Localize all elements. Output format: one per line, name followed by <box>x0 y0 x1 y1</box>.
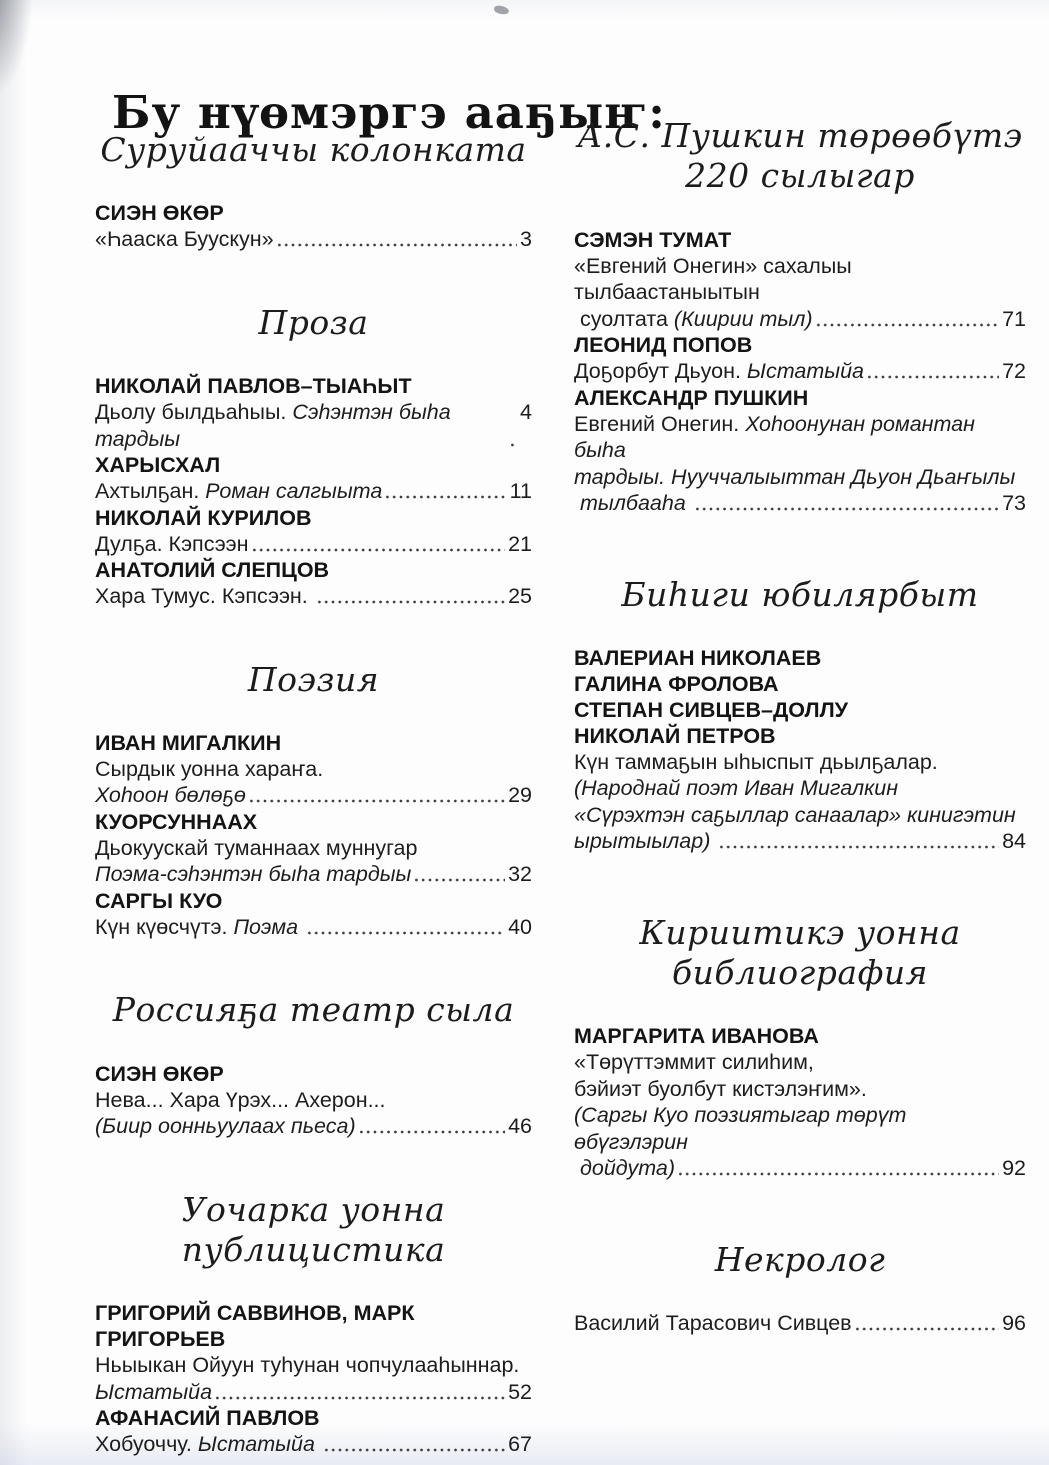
entry-text <box>580 490 692 517</box>
scan-speck <box>493 5 509 15</box>
toc-column-right <box>574 116 1026 1337</box>
author-name: КУОРСУННААХ <box>95 809 258 834</box>
entry-text <box>574 1103 912 1154</box>
entry-text <box>574 1310 852 1337</box>
toc-entry <box>95 452 532 505</box>
author-name: НИКОЛАЙ КУРИЛОВ <box>95 505 312 530</box>
entry-text-segment: Доҕорбут Дьуон. <box>574 359 747 383</box>
page-number: 29 <box>508 783 532 808</box>
toc-entry-line <box>95 1087 532 1114</box>
entry-text-segment: бэйиэт буолбут кистэлэҥим». <box>574 1076 867 1101</box>
author-name: ЛЕОНИД ПОПОВ <box>574 333 753 357</box>
entry-text-segment: Күн күөсчүтэ. <box>95 914 234 939</box>
toc-entry-line <box>95 1113 532 1140</box>
dot-leader <box>384 478 506 505</box>
toc-entry-line <box>95 835 532 862</box>
section-heading: Уочарка уонна публицистика <box>181 1189 446 1269</box>
toc-entry <box>95 373 532 452</box>
page-number: 4 <box>520 400 532 424</box>
author-name: ГРИГОРИЙ САВВИНОВ, МАРК ГРИГОРЬЕВ <box>95 1301 415 1351</box>
toc-section <box>574 913 1026 1182</box>
dot-leader <box>214 1379 505 1406</box>
entry-text-segment: «Һааска Буускун» <box>95 227 274 252</box>
dot-leader <box>509 399 517 452</box>
author-name: НИКОЛАЙ ПАВЛОВ–ТЫАҺЫТ <box>95 374 412 398</box>
section-heading: Суруйааччы колонката <box>100 130 527 169</box>
entry-text <box>574 1050 814 1074</box>
entry-text-segment: Хоһоонунан романтан быһа <box>574 411 981 462</box>
toc-entry-line <box>574 1155 1026 1182</box>
entry-text-segment: «Сүрэхтэн саҕыллар санаалар» кинигэтин <box>574 802 1016 827</box>
toc-entry-line <box>574 1049 1026 1076</box>
page-number: 96 <box>1002 1311 1026 1335</box>
dot-leader <box>248 782 505 809</box>
entry-text <box>95 836 417 860</box>
toc-entry-line <box>95 914 532 941</box>
entry-text-segment: Ыстатыйа <box>95 1379 213 1404</box>
entry-text-segment: Дьолу былдьаһыы. <box>95 400 293 424</box>
toc-entry-line <box>95 399 532 452</box>
toc-section <box>95 130 532 253</box>
toc-section <box>574 575 1026 855</box>
entry-text-segment: (Саргы Куо поэзиятыгар төрүт өбүгэлэрин <box>574 1103 913 1154</box>
page-title: Бу нүөмэргэ ааҕыҥ: <box>112 86 666 140</box>
page-number: 84 <box>1002 829 1026 854</box>
toc-entry-line <box>95 478 532 505</box>
page-number: 52 <box>508 1379 532 1404</box>
toc-entry <box>574 332 1026 385</box>
entry-text-segment: Хара Тумус. Кэпсээн. <box>95 584 314 608</box>
entry-text <box>574 750 938 774</box>
entry-text-segment: Күн таммаҕын ыһыспыт дьылҕалар. <box>574 749 938 774</box>
entry-text-segment: Поэма-сэһэнтэн быһа тардыы <box>95 862 412 887</box>
entry-text <box>574 1077 867 1101</box>
toc-entry-line <box>574 802 1026 829</box>
toc-column-left <box>95 130 532 1458</box>
dot-leader <box>316 583 505 610</box>
dot-leader <box>323 1431 505 1458</box>
entry-text <box>574 776 898 800</box>
entry-text-segment: Василий Тарасович Сивцев <box>574 1311 852 1335</box>
dot-leader <box>251 531 506 558</box>
toc-entry-line <box>574 490 1026 517</box>
entry-text-segment: Ыстатыйа <box>197 1432 321 1456</box>
toc-entry-line <box>95 531 532 558</box>
toc-entry-line <box>574 1076 1026 1103</box>
entry-text <box>574 465 1015 489</box>
toc-entry <box>95 505 532 558</box>
page-number: 46 <box>508 1114 532 1138</box>
entry-text-segment: Дьокуускай туманнаах муннугар <box>95 835 418 860</box>
page-number: 92 <box>1002 1156 1026 1181</box>
entry-text-segment: Поэма <box>233 914 305 939</box>
page-number: 32 <box>508 862 532 887</box>
toc-entry-line <box>574 1102 1026 1155</box>
toc-entry-line <box>574 749 1026 776</box>
toc-section <box>95 1190 532 1458</box>
toc-entry-line <box>574 464 1026 491</box>
author-name: ИВАН МИГАЛКИН <box>95 730 282 755</box>
author-name: МАРГАРИТА ИВАНОВА <box>574 1024 819 1049</box>
dot-leader <box>694 490 999 517</box>
entry-text <box>95 1353 519 1377</box>
toc-entry <box>574 1310 1026 1337</box>
toc-entry-line <box>95 583 532 610</box>
entry-text <box>574 358 864 385</box>
toc-entry-line <box>95 1379 532 1406</box>
toc-entry-line <box>95 782 532 809</box>
author-name: НИКОЛАЙ ПЕТРОВ <box>574 723 776 748</box>
section-heading: А.С. Пушкин төрөөбүтэ 220 сылыгар <box>577 116 1023 196</box>
entry-text-segment: Сырдык уонна хараҥа. <box>95 756 324 781</box>
author-name: ГАЛИНА ФРОЛОВА <box>574 671 779 696</box>
entry-text <box>95 399 507 452</box>
page-number: 71 <box>1002 306 1026 331</box>
toc-entry-line <box>574 411 1026 464</box>
entry-text <box>574 828 716 855</box>
toc-entry <box>95 557 532 610</box>
author-name: СИЭН ӨКӨР <box>95 1061 224 1086</box>
entry-text-segment: «Евгений Онегин» сахалыы тылбаастаныытын <box>574 253 858 304</box>
entry-text-segment: тылбааһа <box>580 491 692 515</box>
entry-text-segment: Хоһоон бөлөҕө <box>95 783 246 808</box>
entry-text-segment: (Киирии тыл) <box>673 306 813 331</box>
dot-leader <box>718 828 999 855</box>
toc-section <box>574 116 1026 517</box>
toc-entry <box>574 227 1026 333</box>
entry-text <box>95 1379 212 1406</box>
entry-text-segment: Ыстатыйа <box>746 359 864 383</box>
page-number: 21 <box>508 531 532 556</box>
toc-entry <box>574 645 1026 855</box>
toc-entry <box>574 1023 1026 1182</box>
toc-entry <box>95 730 532 809</box>
section-heading: Кириитикэ уонна библиография <box>639 912 961 992</box>
section-heading: Проза <box>258 302 369 342</box>
dot-leader <box>677 1155 999 1182</box>
page-number: 25 <box>508 584 532 608</box>
entry-text <box>574 412 981 463</box>
toc-entry-line <box>574 306 1026 333</box>
author-name: АФАНАСИЙ ПАВЛОВ <box>95 1406 320 1430</box>
page-number: 72 <box>1002 359 1026 383</box>
entry-text-segment: Роман салгыыта <box>205 479 383 503</box>
toc-entry <box>95 1405 532 1458</box>
toc-entry <box>574 385 1026 517</box>
page-number: 67 <box>508 1432 532 1456</box>
author-name: СТЕПАН СИВЦЕВ–ДОЛЛУ <box>574 697 849 722</box>
section-heading: Биһиги юбилярбыт <box>621 574 979 614</box>
entry-text <box>95 531 249 558</box>
author-name: АНАТОЛИЙ СЛЕПЦОВ <box>95 558 330 582</box>
entry-text-segment: суолтата <box>580 306 674 331</box>
entry-text-segment: Сэһэнтэн быһа тардыы <box>95 400 457 451</box>
entry-text <box>95 782 246 809</box>
entry-text-segment: Ньыыкан Ойуун туһунан чопчулааһыннар. <box>95 1353 520 1377</box>
page-number: 73 <box>1002 491 1026 515</box>
entry-text <box>95 914 304 941</box>
entry-text-segment: ырытыылар) <box>574 829 717 854</box>
page-number: 3 <box>520 227 532 252</box>
entry-text <box>95 757 323 781</box>
entry-text-segment: Хобуоччу. <box>95 1432 198 1456</box>
toc-entry <box>95 200 532 253</box>
entry-text-segment: Нева... Хара Үрэх... Ахерон... <box>95 1087 386 1112</box>
dot-leader <box>413 861 505 888</box>
entry-text <box>95 1113 356 1140</box>
author-name: ХАРЫСХАЛ <box>95 453 221 477</box>
toc-entry-line <box>95 1352 532 1379</box>
dot-leader <box>854 1310 999 1337</box>
toc-entry <box>95 888 532 941</box>
entry-text-segment: «Төрүттэммит силиһим, <box>574 1050 814 1075</box>
page-number: 40 <box>508 914 532 939</box>
dot-leader <box>306 914 505 941</box>
entry-text <box>95 583 314 610</box>
entry-text <box>574 803 1016 827</box>
toc-entry-line <box>574 358 1026 385</box>
entry-text-segment: Ахтылҕан. <box>95 479 206 503</box>
toc-entry-line <box>95 861 532 888</box>
section-heading: Поэзия <box>247 659 380 699</box>
entry-text-segment: Евгений Онегин. <box>574 411 746 436</box>
dot-leader <box>815 306 1000 333</box>
entry-text-segment: (Народнай поэт Иван Мигалкин <box>574 776 899 801</box>
entry-text <box>95 1431 321 1458</box>
dot-leader <box>358 1113 505 1140</box>
toc-entry-line <box>574 775 1026 802</box>
entry-text-segment: дойдута) <box>580 1156 675 1181</box>
toc-entry <box>95 1300 532 1405</box>
toc-entry-line <box>95 226 532 253</box>
entry-text <box>95 1088 386 1112</box>
author-name: СИЭН ӨКӨР <box>95 201 224 226</box>
entry-text-segment: Дулҕа. Кэпсээн <box>95 531 249 556</box>
dot-leader <box>276 226 517 253</box>
entry-text <box>95 861 411 888</box>
entry-text <box>95 226 274 253</box>
toc-entry-line <box>574 1310 1026 1337</box>
entry-text-segment: (Биир оонньуулаах пьеса) <box>95 1114 356 1138</box>
author-name: АЛЕКСАНДР ПУШКИН <box>574 385 809 410</box>
toc-section <box>95 990 532 1139</box>
dot-leader <box>866 358 999 385</box>
section-heading: Россияҕа театр сыла <box>112 990 515 1030</box>
toc-entry-line <box>95 1431 532 1458</box>
entry-text <box>580 1155 675 1182</box>
toc-section <box>574 1240 1026 1337</box>
toc-entry-line <box>95 756 532 783</box>
toc-section <box>95 303 532 610</box>
entry-text-segment: тардыы. Нууччалыыттан Дьуон Дьаҥылы <box>574 464 1016 489</box>
entry-text <box>580 306 813 333</box>
toc-entry <box>95 1061 532 1140</box>
author-name: САРГЫ КУО <box>95 888 223 913</box>
entry-text <box>95 478 382 505</box>
toc-section <box>95 660 532 941</box>
scan-smudge <box>0 0 34 100</box>
entry-text <box>574 254 858 305</box>
toc-entry-line <box>574 828 1026 855</box>
section-heading: Некролог <box>714 1239 886 1279</box>
author-name: ВАЛЕРИАН НИКОЛАЕВ <box>574 645 822 670</box>
author-name: СЭМЭН ТУМАТ <box>574 227 732 252</box>
page-number: 11 <box>509 479 532 503</box>
toc-entry-line <box>574 253 1026 306</box>
toc-entry <box>95 809 532 888</box>
